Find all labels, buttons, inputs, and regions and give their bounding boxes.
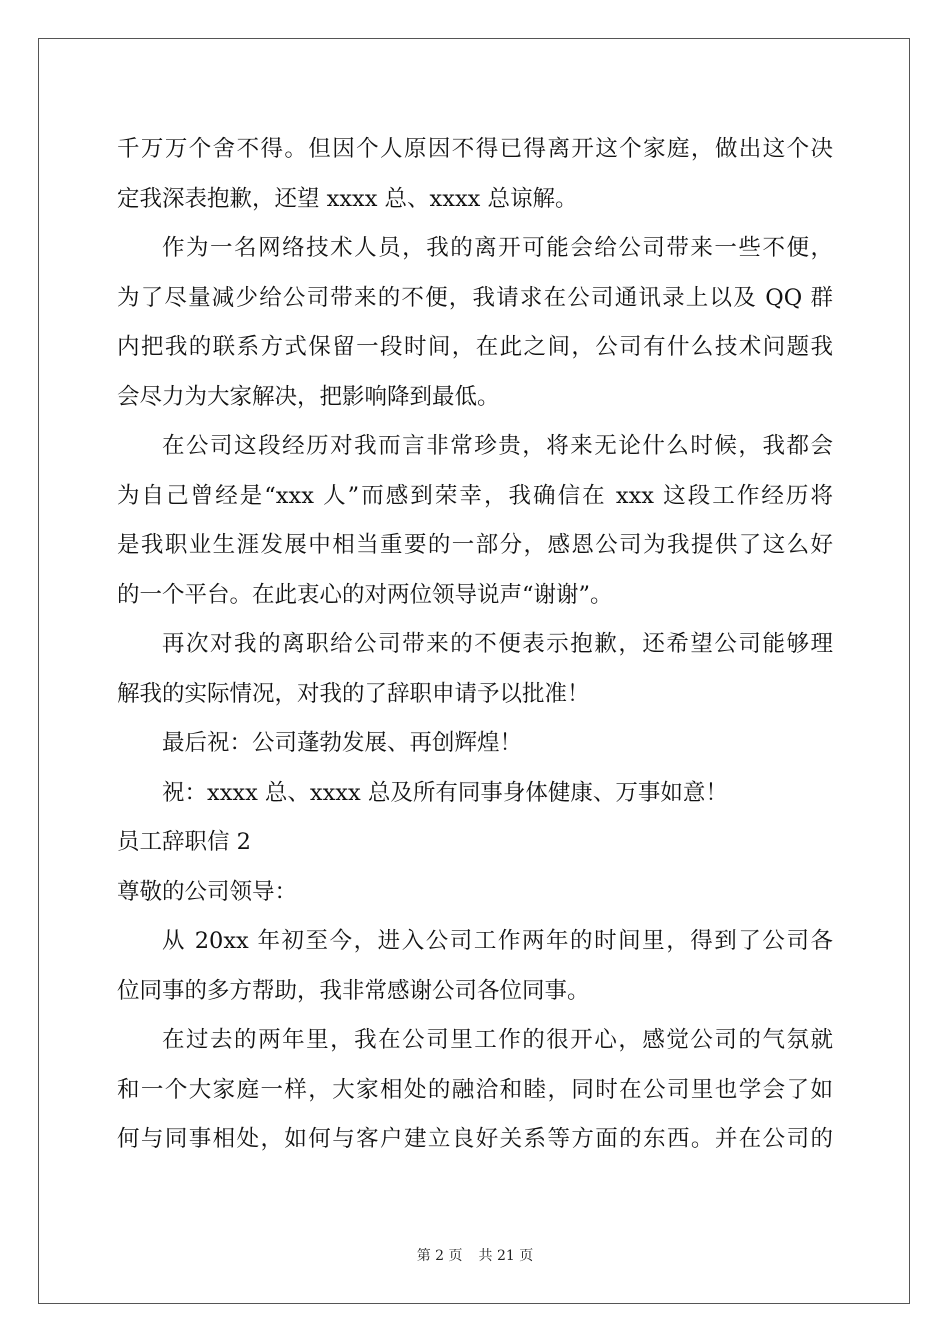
page-number: 第 2 页: [416, 1248, 463, 1264]
text-line: 位同事的多方帮助，我非常感谢公司各位同事。: [117, 977, 590, 1004]
text-line: 何与同事相处，如何与客户建立良好关系等方面的东西。并在公司的: [117, 1126, 833, 1152]
text-line: 和一个大家庭一样，大家相处的融洽和睦，同时在公司里也学会了如: [117, 1076, 833, 1103]
section-heading: 员工辞职信 2: [117, 829, 251, 855]
paragraph-start: 在公司这段经历对我而言非常珍贵，将来无论什么时候，我都会: [162, 433, 833, 459]
text-line: 为了尽量减少给公司带来的不便，我请求在公司通讯录上以及 QQ 群: [117, 284, 833, 311]
paragraph-start: 从 20xx 年初至今，进入公司工作两年的时间里，得到了公司各: [162, 928, 833, 954]
text-line: 是我职业生涯发展中相当重要的一部分，感恩公司为我提供了这么好: [117, 532, 833, 558]
closing-wish: 最后祝：公司蓬勃发展、再创辉煌！: [162, 730, 523, 756]
page-total: 共 21 页: [478, 1248, 534, 1264]
paragraph-start: 作为一名网络技术人员，我的离开可能会给公司带来一些不便，: [162, 235, 833, 261]
closing-wish: 祝：xxxx 总、xxxx 总及所有同事身体健康、万事如意！: [162, 779, 728, 806]
text-line: 的一个平台。在此衷心的对两位领导说声“谢谢”。: [117, 581, 613, 608]
paragraph-start: 在过去的两年里，我在公司里工作的很开心，感觉公司的气氛就: [162, 1027, 833, 1053]
page-footer: [0, 1246, 950, 1266]
salutation: 尊敬的公司领导：: [117, 878, 298, 905]
text-line: 解我的实际情况，对我的了辞职申请予以批准！: [117, 680, 590, 707]
text-line: 会尽力为大家解决，把影响降到最低。: [117, 383, 500, 410]
text-line: 内把我的联系方式保留一段时间，在此之间，公司有什么技术问题我: [117, 334, 833, 360]
text-line: 定我深表抱歉，还望 xxxx 总、xxxx 总谅解。: [117, 185, 578, 212]
text-line: 为自己曾经是“xxx 人”而感到荣幸，我确信在 xxx 这段工作经历将: [117, 482, 833, 509]
paragraph-start: 再次对我的离职给公司带来的不便表示抱歉，还希望公司能够理: [162, 631, 833, 657]
text-line: 千万万个舍不得。但因个人原因不得已得离开这个家庭，做出这个决: [117, 136, 833, 162]
